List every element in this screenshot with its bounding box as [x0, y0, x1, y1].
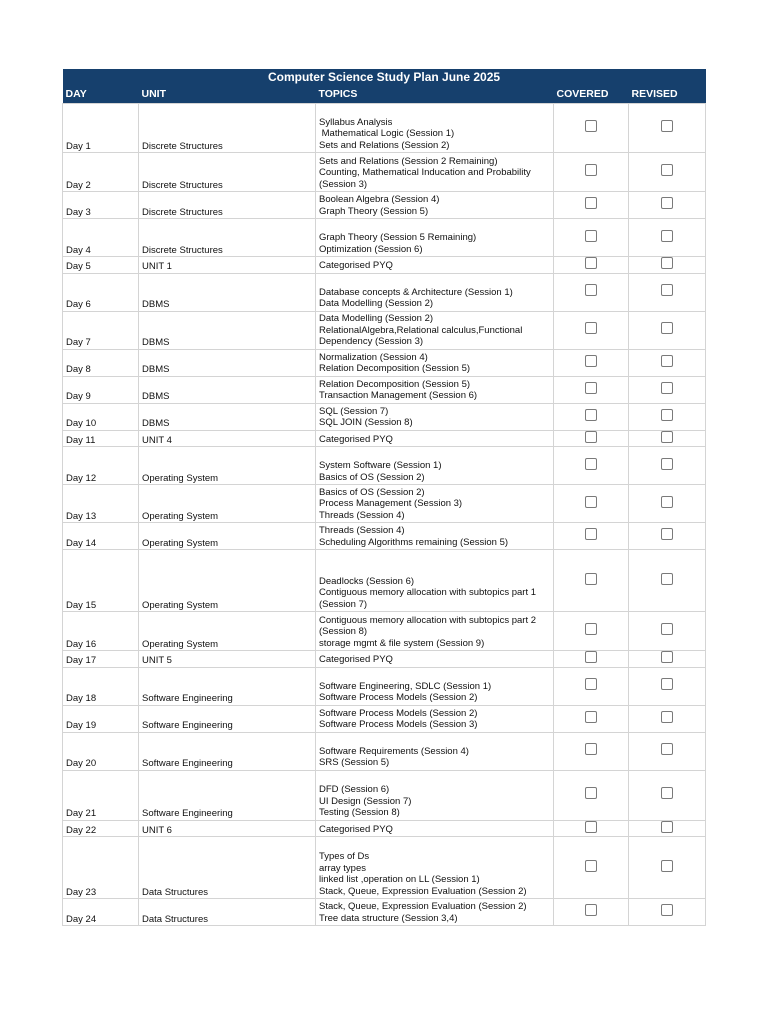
topic-line: linked list ,operation on LL (Session 1) [319, 874, 480, 885]
unit-cell: Operating System [139, 447, 316, 485]
revised-cell [629, 899, 706, 926]
unit-cell: DBMS [139, 376, 316, 403]
table-row [63, 667, 706, 705]
revised-checkbox[interactable] [661, 431, 673, 443]
topic-line: Tree data structure (Session 3,4) [319, 912, 458, 924]
table-row [63, 550, 706, 612]
topic-line: Stack, Queue, Expression Evaluation (Session 2) [319, 885, 527, 897]
revised-checkbox[interactable] [661, 164, 673, 176]
topic-line: (Session 3) [319, 178, 368, 190]
topic-line: Basics of OS (Session 2) [319, 471, 425, 483]
topics-cell [316, 523, 554, 550]
topic-line: Normalization (Session 4) [319, 351, 428, 363]
table-row [63, 311, 706, 349]
revised-checkbox[interactable] [661, 860, 673, 872]
unit-cell: Data Structures [139, 899, 316, 926]
covered-cell [554, 485, 629, 523]
topic-line: Scheduling Algorithms remaining (Session 5) [319, 536, 509, 548]
table-row [63, 104, 706, 153]
table-row [63, 820, 706, 837]
revised-cell [629, 705, 706, 732]
covered-checkbox[interactable] [585, 164, 597, 176]
sheet-title: Computer Science Study Plan June 2025 [63, 69, 706, 85]
revised-checkbox[interactable] [661, 904, 673, 916]
topic-line: (Session 8) [319, 626, 368, 637]
topics-cell [316, 349, 554, 376]
table-row [63, 447, 706, 485]
revised-checkbox[interactable] [661, 528, 673, 540]
topic-line: Dependency (Session 3) [319, 336, 424, 347]
covered-cell [554, 257, 629, 274]
header-row [63, 85, 706, 104]
topic-line: Sets and Relations (Session 2 Remaining) [319, 155, 498, 167]
unit-cell: Discrete Structures [139, 219, 316, 257]
title-row [63, 69, 706, 85]
table-row [63, 153, 706, 192]
topic-line: DFD (Session 6) [319, 784, 390, 795]
covered-checkbox[interactable] [585, 120, 597, 132]
covered-checkbox[interactable] [585, 651, 597, 663]
covered-checkbox[interactable] [585, 284, 597, 296]
revised-cell [629, 667, 706, 705]
unit-cell: Operating System [139, 485, 316, 523]
topic-line: SRS (Session 5) [319, 757, 390, 768]
topic-line: Database concepts & Architecture (Session 1) [319, 286, 513, 298]
unit-cell: DBMS [139, 273, 316, 311]
topics-cell [316, 651, 554, 668]
topics-cell [316, 311, 554, 349]
covered-cell [554, 667, 629, 705]
topic-line: Relation Decomposition (Session 5) [319, 363, 471, 374]
revised-checkbox[interactable] [661, 322, 673, 334]
revised-cell [629, 104, 706, 153]
day-cell: Day 20 [63, 732, 139, 770]
covered-checkbox[interactable] [585, 904, 597, 916]
revised-checkbox[interactable] [661, 257, 673, 269]
plan-rows [63, 104, 706, 926]
revised-checkbox[interactable] [661, 743, 673, 755]
topic-line: UI Design (Session 7) [319, 795, 412, 807]
topic-line: Stack, Queue, Expression Evaluation (Session 2) [319, 901, 527, 912]
topics-cell [316, 837, 554, 899]
unit-cell: Discrete Structures [139, 192, 316, 219]
revised-cell [629, 651, 706, 668]
revised-cell [629, 447, 706, 485]
day-cell: Day 7 [63, 311, 139, 349]
day-cell: Day 17 [63, 651, 139, 668]
topic-line: Categorised PYQ [319, 654, 393, 665]
day-cell: Day 13 [63, 485, 139, 523]
topics-cell [316, 219, 554, 257]
topic-line: array types [319, 862, 366, 874]
unit-cell: UNIT 4 [139, 430, 316, 447]
day-cell: Day 19 [63, 705, 139, 732]
table-row [63, 651, 706, 668]
covered-cell [554, 837, 629, 899]
day-cell: Day 6 [63, 273, 139, 311]
topic-line: Software Process Models (Session 2) [319, 692, 478, 703]
topic-line: Data Modelling (Session 2) [319, 298, 434, 309]
day-cell: Day 18 [63, 667, 139, 705]
topic-line: Threads (Session 4) [319, 509, 405, 521]
topic-line: Basics of OS (Session 2) [319, 486, 425, 498]
topics-cell [316, 273, 554, 311]
revised-checkbox[interactable] [661, 230, 673, 242]
table-row [63, 273, 706, 311]
unit-cell: Software Engineering [139, 732, 316, 770]
topic-line: Mathematical Logic (Session 1) [319, 128, 455, 139]
covered-checkbox[interactable] [585, 409, 597, 421]
covered-checkbox[interactable] [585, 230, 597, 242]
revised-checkbox[interactable] [661, 651, 673, 663]
table-row [63, 523, 706, 550]
topic-line: Deadlocks (Session 6) [319, 575, 415, 587]
unit-cell: DBMS [139, 349, 316, 376]
topics-cell [316, 612, 554, 651]
day-cell: Day 15 [63, 550, 139, 612]
revised-checkbox[interactable] [661, 458, 673, 470]
covered-cell [554, 732, 629, 770]
unit-cell: DBMS [139, 403, 316, 430]
topics-cell [316, 820, 554, 837]
day-cell: Day 2 [63, 153, 139, 192]
topic-line: Testing (Session 8) [319, 807, 400, 818]
day-cell: Day 14 [63, 523, 139, 550]
revised-cell [629, 376, 706, 403]
day-cell: Day 11 [63, 430, 139, 447]
revised-cell [629, 770, 706, 820]
header-covered: COVERED [554, 85, 629, 104]
day-cell: Day 4 [63, 219, 139, 257]
table-row [63, 732, 706, 770]
revised-cell [629, 523, 706, 550]
revised-cell [629, 612, 706, 651]
revised-cell [629, 349, 706, 376]
revised-checkbox[interactable] [661, 355, 673, 367]
revised-cell [629, 430, 706, 447]
topic-line: Relation Decomposition (Session 5) [319, 378, 471, 390]
day-cell: Day 3 [63, 192, 139, 219]
topic-line: Categorised PYQ [319, 823, 393, 835]
covered-checkbox[interactable] [585, 678, 597, 690]
topics-cell [316, 550, 554, 612]
revised-checkbox[interactable] [661, 120, 673, 132]
covered-cell [554, 403, 629, 430]
unit-cell: Operating System [139, 550, 316, 612]
revised-cell [629, 550, 706, 612]
table-row [63, 430, 706, 447]
covered-cell [554, 104, 629, 153]
topics-cell [316, 667, 554, 705]
covered-cell [554, 273, 629, 311]
topics-cell [316, 376, 554, 403]
revised-checkbox[interactable] [661, 197, 673, 209]
header-revised: REVISED [629, 85, 706, 104]
topic-line: Graph Theory (Session 5) [319, 205, 429, 217]
topic-line: Software Process Models (Session 2) [319, 707, 478, 719]
covered-checkbox[interactable] [585, 821, 597, 833]
topics-cell [316, 403, 554, 430]
revised-checkbox[interactable] [661, 821, 673, 833]
revised-checkbox[interactable] [661, 678, 673, 690]
table-row [63, 257, 706, 274]
covered-checkbox[interactable] [585, 711, 597, 723]
topic-line: Categorised PYQ [319, 260, 393, 271]
topic-line: Categorised PYQ [319, 433, 393, 445]
table-row [63, 376, 706, 403]
topics-cell [316, 705, 554, 732]
table-row [63, 899, 706, 926]
topic-line: Software Engineering, SDLC (Session 1) [319, 680, 492, 692]
study-plan-table [62, 69, 706, 926]
covered-cell [554, 820, 629, 837]
topic-line: Transaction Management (Session 6) [319, 390, 478, 401]
revised-checkbox[interactable] [661, 409, 673, 421]
covered-checkbox[interactable] [585, 322, 597, 334]
topics-cell [316, 430, 554, 447]
topic-line: storage mgmt & file system (Session 9) [319, 637, 485, 649]
topic-line: SQL (Session 7) [319, 405, 389, 417]
revised-checkbox[interactable] [661, 573, 673, 585]
covered-checkbox[interactable] [585, 573, 597, 585]
covered-checkbox[interactable] [585, 787, 597, 799]
topic-line: Sets and Relations (Session 2) [319, 139, 450, 151]
revised-cell [629, 257, 706, 274]
day-cell: Day 22 [63, 820, 139, 837]
covered-checkbox[interactable] [585, 528, 597, 540]
unit-cell: Discrete Structures [139, 104, 316, 153]
topics-cell [316, 257, 554, 274]
covered-checkbox[interactable] [585, 623, 597, 635]
unit-cell: Operating System [139, 612, 316, 651]
covered-checkbox[interactable] [585, 458, 597, 470]
table-row [63, 219, 706, 257]
topic-line: SQL JOIN (Session 8) [319, 417, 413, 428]
unit-cell: Operating System [139, 523, 316, 550]
table-row [63, 837, 706, 899]
topic-line: Optimization (Session 6) [319, 243, 423, 255]
topics-cell [316, 192, 554, 219]
unit-cell: UNIT 1 [139, 257, 316, 274]
topic-line: RelationalAlgebra,Relational calculus,Functional [319, 324, 523, 336]
table-row [63, 192, 706, 219]
topics-cell [316, 485, 554, 523]
covered-cell [554, 651, 629, 668]
unit-cell: Software Engineering [139, 770, 316, 820]
revised-cell [629, 153, 706, 192]
header-day: DAY [63, 85, 139, 104]
covered-cell [554, 550, 629, 612]
topic-line: Counting, Mathematical Inducation and Probability [319, 167, 531, 178]
revised-checkbox[interactable] [661, 623, 673, 635]
covered-cell [554, 523, 629, 550]
topic-line: Boolean Algebra (Session 4) [319, 194, 440, 205]
revised-checkbox[interactable] [661, 284, 673, 296]
covered-cell [554, 192, 629, 219]
covered-cell [554, 311, 629, 349]
covered-cell [554, 705, 629, 732]
topic-line: Contiguous memory allocation with subtopics part 1 [319, 587, 537, 598]
revised-cell [629, 485, 706, 523]
covered-cell [554, 349, 629, 376]
day-cell: Day 16 [63, 612, 139, 651]
revised-cell [629, 732, 706, 770]
revised-checkbox[interactable] [661, 382, 673, 394]
day-cell: Day 23 [63, 837, 139, 899]
revised-cell [629, 837, 706, 899]
topic-line: System Software (Session 1) [319, 460, 442, 471]
topics-cell [316, 447, 554, 485]
topic-line: Syllabus Analysis [319, 116, 393, 128]
study-plan-sheet [62, 69, 705, 926]
covered-checkbox[interactable] [585, 355, 597, 367]
topic-line: Threads (Session 4) [319, 525, 405, 536]
unit-cell: Discrete Structures [139, 153, 316, 192]
unit-cell: Software Engineering [139, 667, 316, 705]
revised-cell [629, 311, 706, 349]
covered-checkbox[interactable] [585, 496, 597, 508]
covered-cell [554, 612, 629, 651]
covered-checkbox[interactable] [585, 431, 597, 443]
header-unit: UNIT [139, 85, 316, 104]
table-row [63, 403, 706, 430]
topic-line: Types of Ds [319, 851, 370, 862]
covered-cell [554, 899, 629, 926]
topic-line: Process Management (Session 3) [319, 498, 463, 509]
revised-checkbox[interactable] [661, 711, 673, 723]
revised-cell [629, 219, 706, 257]
unit-cell: Software Engineering [139, 705, 316, 732]
revised-cell [629, 403, 706, 430]
day-cell: Day 12 [63, 447, 139, 485]
topic-line: Data Modelling (Session 2) [319, 313, 434, 324]
table-row [63, 349, 706, 376]
table-row [63, 770, 706, 820]
day-cell: Day 8 [63, 349, 139, 376]
topics-cell [316, 153, 554, 192]
topic-line: Contiguous memory allocation with subtopics part 2 [319, 614, 537, 626]
topic-line: Software Requirements (Session 4) [319, 745, 469, 757]
revised-cell [629, 273, 706, 311]
revised-checkbox[interactable] [661, 496, 673, 508]
unit-cell: DBMS [139, 311, 316, 349]
header-topics: TOPICS [316, 85, 554, 104]
covered-checkbox[interactable] [585, 197, 597, 209]
topic-line: Software Process Models (Session 3) [319, 719, 478, 730]
covered-cell [554, 153, 629, 192]
table-row [63, 705, 706, 732]
topic-line: (Session 7) [319, 598, 368, 610]
unit-cell: UNIT 5 [139, 651, 316, 668]
unit-cell: UNIT 6 [139, 820, 316, 837]
covered-checkbox[interactable] [585, 860, 597, 872]
topic-line: Graph Theory (Session 5 Remaining) [319, 232, 477, 243]
covered-checkbox[interactable] [585, 257, 597, 269]
covered-cell [554, 219, 629, 257]
day-cell: Day 9 [63, 376, 139, 403]
covered-cell [554, 770, 629, 820]
topics-cell [316, 732, 554, 770]
unit-cell: Data Structures [139, 837, 316, 899]
day-cell: Day 10 [63, 403, 139, 430]
covered-cell [554, 376, 629, 403]
topics-cell [316, 770, 554, 820]
day-cell: Day 21 [63, 770, 139, 820]
day-cell: Day 24 [63, 899, 139, 926]
table-row [63, 612, 706, 651]
topics-cell [316, 899, 554, 926]
day-cell: Day 1 [63, 104, 139, 153]
topics-cell [316, 104, 554, 153]
covered-checkbox[interactable] [585, 382, 597, 394]
table-row [63, 485, 706, 523]
revised-checkbox[interactable] [661, 787, 673, 799]
revised-cell [629, 192, 706, 219]
day-cell: Day 5 [63, 257, 139, 274]
covered-checkbox[interactable] [585, 743, 597, 755]
covered-cell [554, 430, 629, 447]
revised-cell [629, 820, 706, 837]
covered-cell [554, 447, 629, 485]
